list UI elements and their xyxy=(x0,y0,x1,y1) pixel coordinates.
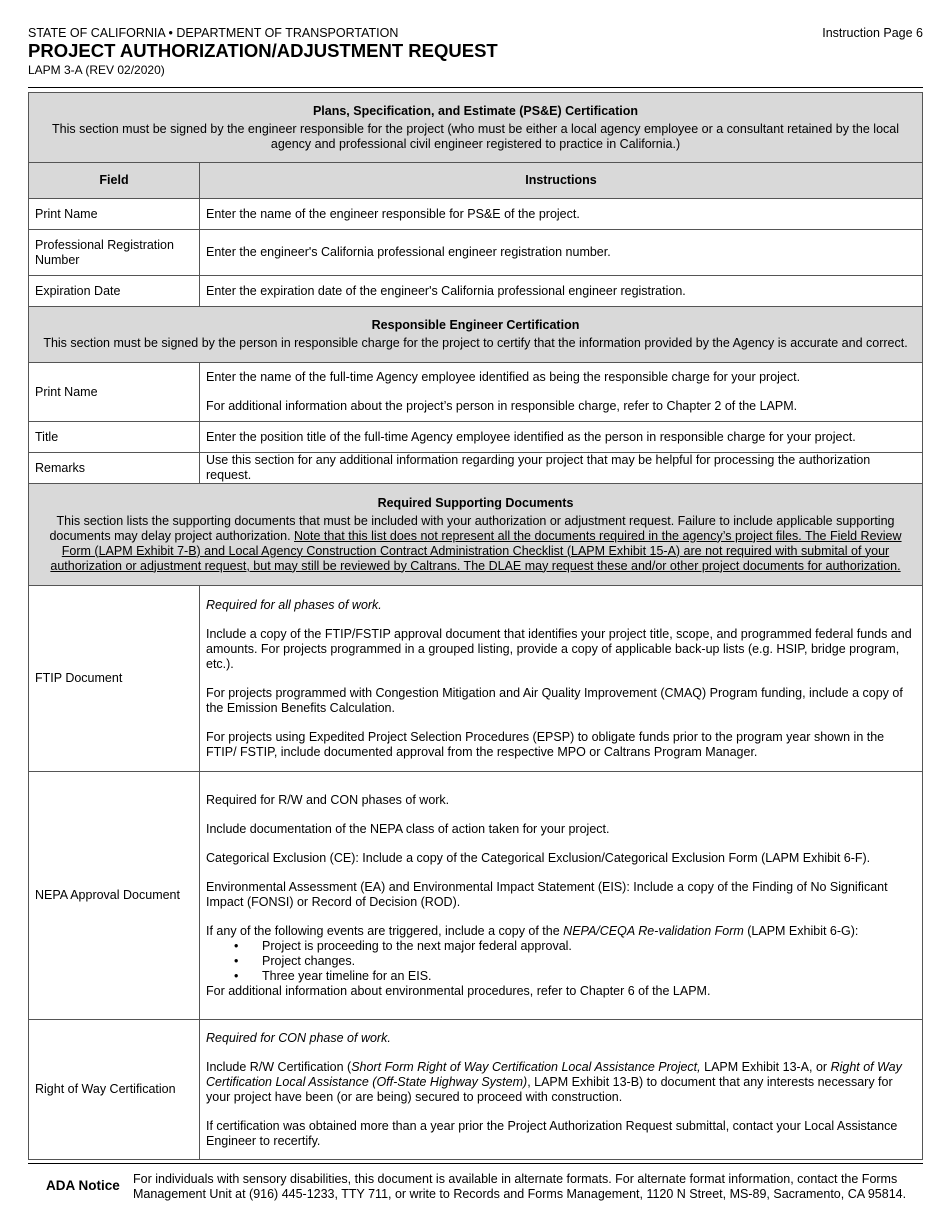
table-row xyxy=(29,422,923,453)
field-name: Title xyxy=(29,422,200,453)
instruction-text xyxy=(200,772,923,1020)
instruction-text: Enter the name of the engineer responsible for PS&E of the project. xyxy=(200,199,923,230)
paragraph: Required for R/W and CON phases of work. xyxy=(206,792,450,807)
ada-notice xyxy=(28,1163,923,1202)
paragraph: For additional information about the project’s person in responsible charge, refer to Chapter 2 of the LAPM. xyxy=(206,399,798,413)
table-row xyxy=(29,363,923,422)
section-title: Required Supporting Documents xyxy=(377,495,574,510)
list-item: • Project changes. xyxy=(206,954,916,969)
field-name: Print Name xyxy=(29,199,200,230)
table-row xyxy=(29,453,923,484)
instruction-text: Enter the engineer's California professional engineer registration number. xyxy=(200,230,923,276)
list-item: • Project is proceeding to the next major federal approval. xyxy=(206,939,916,954)
paragraph: For additional information about environmental procedures, refer to Chapter 6 of the LAPM. xyxy=(206,983,711,998)
paragraph: Environmental Assessment (EA) and Environmental Impact Statement (EIS): Include a copy of the Finding of No Significant Impact (FONSI) or Record of Decision (ROD). xyxy=(206,879,888,909)
text-run: Include R/W Certification ( xyxy=(206,1059,352,1074)
instruction-text: Enter the expiration date of the engineer's California professional engineer registration. xyxy=(200,276,923,307)
text-run: , LAPM Exhibit 13-B) to document that any interests necessary for your project have been (or are being) secured to proceed with construction. xyxy=(206,1074,893,1104)
paragraph xyxy=(206,1060,916,1105)
instruction-text xyxy=(200,1020,923,1160)
rec-section-header xyxy=(29,307,923,363)
field-name: Expiration Date xyxy=(29,276,200,307)
paragraph: Enter the name of the full-time Agency employee identified as being the responsible charge for your project. xyxy=(206,370,801,384)
table-row xyxy=(29,276,923,307)
field-name: Remarks xyxy=(29,453,200,484)
description-note: Note that this list does not represent all the documents required in the agency’s project files. The Field Review Form (LAPM Exhibit 7-B) and Local Agency Construction Contract Administration Checklist (LAPM Exhibit 15-A) are not required with submital of your authorization or adjustment request, but may still be reviewed by Caltrans. The DLAE may request these and/or other project documents for authorization. xyxy=(50,528,902,573)
section-description: This section must be signed by the engineer responsible for the project (who must be either a local agency employee or a consultant retained by the local agency and professional civil engineer registered to practice in California.) xyxy=(51,121,899,151)
form-reference: NEPA/CEQA Re-validation Form xyxy=(563,923,744,938)
paragraph: Categorical Exclusion (CE): Include a copy of the Categorical Exclusion/Categorical Exclusion Form (LAPM Exhibit 6-F). xyxy=(206,850,871,865)
agency-name: STATE OF CALIFORNIA • DEPARTMENT OF TRANSPORTATION xyxy=(28,26,399,40)
section-title: Responsible Engineer Certification xyxy=(371,318,580,332)
field-name: NEPA Approval Document xyxy=(29,772,200,1020)
ada-label: ADA Notice xyxy=(46,1178,120,1193)
list-item: • Three year timeline for an EIS. xyxy=(206,969,916,984)
section-description: This section must be signed by the person in responsible charge for the project to certify that the information provided by the Agency is accurate and correct. xyxy=(43,336,908,350)
ada-text: For individuals with sensory disabilities, this document is available in alternate formats. For alternate format information, contact the Forms Management Unit at (916) 445-1233, TTY 711, or write to Records and Forms Management, 1120 N Street, MS-89, Sacramento, CA 95814. xyxy=(133,1172,907,1201)
table-row xyxy=(29,1020,923,1160)
paragraph: Required for all phases of work. xyxy=(206,597,382,612)
form-reference: Right of Way Certification Local Assistance (Off-State Highway System) xyxy=(206,1059,902,1089)
paragraph: Include documentation of the NEPA class of action taken for your project. xyxy=(206,821,610,836)
section-description xyxy=(35,514,916,574)
form-id: LAPM 3-A (REV 02/2020) xyxy=(28,63,165,77)
column-header-instructions: Instructions xyxy=(200,163,923,199)
instruction-text xyxy=(200,363,923,422)
table-row xyxy=(29,199,923,230)
bullet-list xyxy=(206,939,916,984)
text-run: LAPM Exhibit 13-A, or xyxy=(700,1059,831,1074)
form-reference: Short Form Right of Way Certification Local Assistance Project, xyxy=(351,1059,701,1074)
form-title: PROJECT AUTHORIZATION/ADJUSTMENT REQUEST xyxy=(28,40,498,61)
instructions-table xyxy=(28,92,923,1160)
paragraph: For projects using Expedited Project Selection Procedures (EPSP) to obligate funds prior to the program year shown in the FTIP/ FSTIP, include documented approval from the respective MPO or Caltrans Program Manager. xyxy=(206,729,885,759)
instruction-text xyxy=(200,586,923,772)
text-run: (LAPM Exhibit 6-G): xyxy=(743,923,859,938)
table-row xyxy=(29,586,923,772)
field-name: Professional Registration Number xyxy=(29,230,200,276)
field-name: Right of Way Certification xyxy=(29,1020,200,1160)
instruction-text: Enter the position title of the full-time Agency employee identified as the person in responsible charge for your project. xyxy=(200,422,923,453)
field-name: FTIP Document xyxy=(29,586,200,772)
rsd-section-header xyxy=(29,484,923,586)
table-row xyxy=(29,230,923,276)
form-header xyxy=(28,26,923,77)
field-name: Print Name xyxy=(29,363,200,422)
paragraph: Required for CON phase of work. xyxy=(206,1030,391,1045)
paragraph: If certification was obtained more than a year prior the Project Authorization Request submittal, contact your Local Assistance Engineer to recertify. xyxy=(206,1118,898,1148)
paragraph: Include a copy of the FTIP/FSTIP approval document that identifies your project title, scope, and programmed federal funds and amounts. For projects programmed in a grouped listing, provide a copy of applicable back-up lists (e.g. HSIP, bridge program, etc.). xyxy=(206,626,912,671)
header-divider xyxy=(28,87,923,88)
text-run: If any of the following events are triggered, include a copy of the xyxy=(206,923,564,938)
table-row xyxy=(29,772,923,1020)
description-text: This section lists the supporting documents that must be included with your authorization or adjustment request. Failure to include applicable supporting documents may delay project authorization. xyxy=(49,513,895,543)
section-title: Plans, Specification, and Estimate (PS&E) Certification xyxy=(312,103,639,118)
paragraph: For projects programmed with Congestion Mitigation and Air Quality Improvement (CMAQ) Program funding, include a copy of the Emission Benefits Calculation. xyxy=(206,685,903,715)
page-number: Instruction Page 6 xyxy=(822,26,923,40)
paragraph xyxy=(206,924,916,939)
column-header-field: Field xyxy=(29,163,200,199)
instruction-text: Use this section for any additional information regarding your project that may be helpful for processing the authorization request. xyxy=(200,453,923,484)
pse-section-header xyxy=(29,93,923,163)
